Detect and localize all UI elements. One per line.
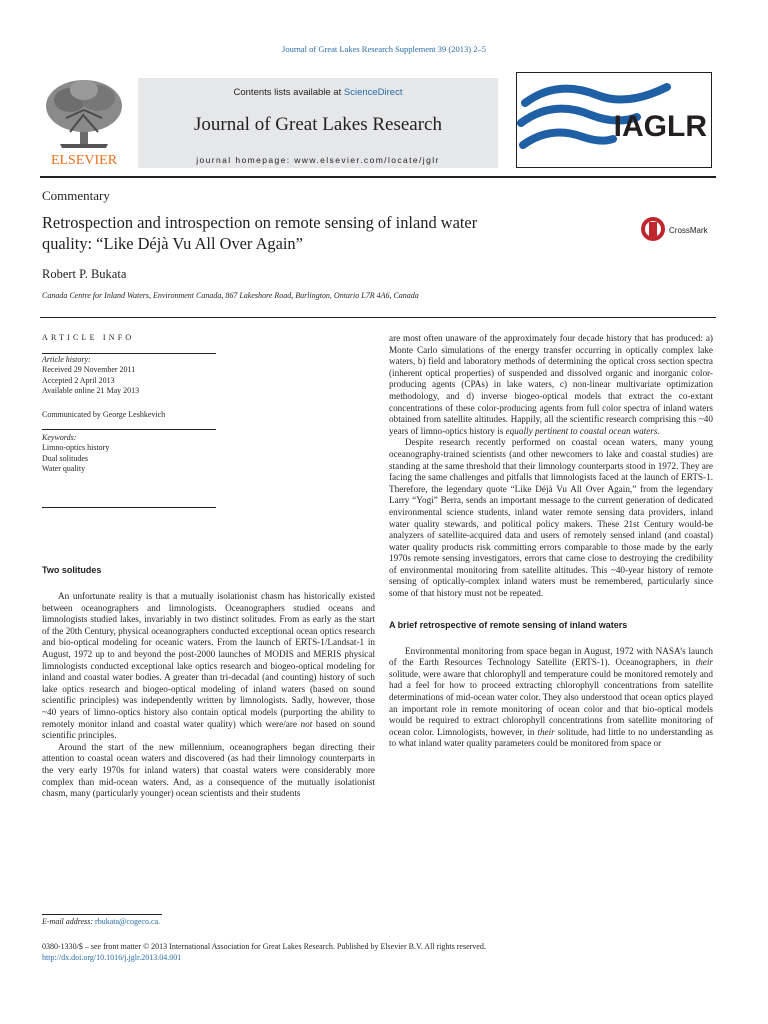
paragraph: are most often unaware of the approximately four decade history that has produced: a) Monte Carlo simulations of the energy transfer occurring in optically complex lake waters, b) field and laboratory methods of determining the optical cross section spectra (inherent optical properties) of suspended and dissolved organic and inorganic color-producing agents (CPAs) in lake waters, c) non-linear multivariate optimization methodology, and d) inverse biogeo-optical models that extract the co-extant concentrations of these color-producing agents from full color spectra of inland waters obtained from satellite altitudes. Happily, all the scientific research comprising this ~40 years of limno-optics history is equally pertinent to coastal ocean waters. xyxy=(389,333,713,436)
paragraph: Environmental monitoring from space began in August, 1972 with NASA’s launch of the Earth Resources Technology Satellite (ERTS-1). Oceanographers, in their solitude, were aware that chlorophyll and temperature could be monitored remotely and had a feel for how to proceed extracting chlorophyll concentrations from satellite determinations of mid-ocean water color. They also understood that ocean optics played an important role in remote monitoring of ocean color and that bio-optical models would be required to extract chlorophyll concentrations from satellite monitoring of ocean color. Limnologists, however, in their solitude, had little to no understanding as to what inland water quality parameters could be monitored from space or xyxy=(389,645,713,749)
crossmark-label: CrossMark xyxy=(669,226,708,235)
keywords-end-rule xyxy=(42,507,216,508)
history-received: Received 29 November 2011 xyxy=(42,365,136,375)
article-history xyxy=(42,355,222,397)
header-rule xyxy=(40,176,716,178)
copyright-line: 0380-1330/$ – see front matter © 2013 International Association for Great Lakes Research. Published by Elsevier B.V. All rights reserved. xyxy=(42,942,486,951)
journal-citation[interactable]: Journal of Great Lakes Research Supplement 39 (2013) 2–5 xyxy=(282,44,486,54)
elsevier-tree-icon xyxy=(40,74,128,168)
email-label: E-mail address: xyxy=(42,917,96,926)
journal-banner xyxy=(40,72,712,170)
communicated-by: Communicated by George Leshkevich xyxy=(42,410,166,419)
journal-title: Journal of Great Lakes Research xyxy=(194,114,442,135)
elsevier-wordmark: ELSEVIER xyxy=(50,153,118,168)
paragraph: Despite research recently performed on coastal ocean waters, many young oceanography-trained scientists (and other newcomers to lake and coastal studies) are standing at the same threshold that their limnology counterparts stood in 1972. They are facing the same challenges and pitfalls that limnologists faced at the launch of ERTS-1. Therefore, the legendary quote “Like Déjà Vu All Over Again,” from the legendary Larry “Yogi” Berra, sends an important message to the current generation of dedicated environmental science students, inland water remote sensing data providers, inland water quality stewards, and political policy makers. These 21st Century would-be analyzers of satellite-acquired data and users of remotely sensed inland (and coastal) water quality products risk committing errors comparable to those made by the early 1970s remote sensing investigators, errors that came close to destroying the credibility of environmental monitoring from satellite altitudes. This ~40-year history of remote sensing of optically-complex inland waters must be remembered, particularly since some of that history must not be repeated. xyxy=(389,437,713,599)
iaglr-logo xyxy=(516,72,712,168)
article-title-line-2: quality: “Like Déjà Vu All Over Again” xyxy=(42,234,303,253)
iaglr-wordmark: IAGLR xyxy=(613,110,707,143)
contents-availability xyxy=(138,87,498,98)
keyword-item: Dual solitudes xyxy=(42,453,88,463)
footnote-email xyxy=(42,917,160,926)
article-type: Commentary xyxy=(42,188,110,203)
right-column-body xyxy=(389,333,713,750)
keywords-block xyxy=(42,433,222,475)
elsevier-logo xyxy=(40,74,128,168)
article-title xyxy=(42,212,602,254)
keyword-item: Limno-optics history xyxy=(42,443,110,453)
keywords-label: Keywords: xyxy=(42,433,77,442)
doi-link[interactable]: http://dx.doi.org/10.1016/j.jglr.2013.04.001 xyxy=(42,953,182,962)
journal-masthead xyxy=(138,78,498,168)
keywords-rule xyxy=(42,429,216,430)
author-name: Robert P. Bukata xyxy=(42,267,127,281)
keyword-item: Water quality xyxy=(42,464,86,474)
history-accepted: Accepted 2 April 2013 xyxy=(42,375,115,385)
section-heading-two-solitudes: Two solitudes xyxy=(42,565,102,575)
info-rule xyxy=(40,317,716,318)
paragraph: An unfortunate reality is that a mutually isolationist chasm has historically existed between oceanographers and limnologists. Oceanographers studied oceans and limnologists studied lakes, invariably in two distinct solitudes. From as early as the start of the 20th Century, physical oceanographers conducted exceptional ocean optics research and bio-optical modeling for oceanic waters. From the launch of ERTS-1/Landsat-1 in August, 1972 up to and beyond the post-2000 launches of MODIS and MERIS physical limnologists conducted exceptional lake optics research and biogeo-optical modeling for inland and coastal water bodies. A greater than tri-decadal (and counting) history of such lake optics research and biogeo-optical modeling of inland waters (based on sound scientific principles) was independently written by limnologists. Sadly, however, those ~40 years of limno-optics history also contain optical models (purporting the ability to remotely monitor inland and coastal water quality) which were/are not based on sound scientific principles. xyxy=(42,591,375,741)
copyright-block xyxy=(42,941,486,963)
history-label: Article history: xyxy=(42,355,91,364)
sciencedirect-link[interactable]: ScienceDirect xyxy=(343,87,403,98)
article-info-heading: ARTICLE INFO xyxy=(42,333,135,342)
crossmark-icon xyxy=(640,214,720,244)
contents-prefix: Contents lists available at xyxy=(233,87,344,98)
iaglr-waves-icon xyxy=(517,73,711,167)
article-title-line-1: Retrospection and introspection on remote sensing of inland water xyxy=(42,213,478,232)
footnote-rule xyxy=(42,914,162,915)
history-online: Available online 21 May 2013 xyxy=(42,386,140,396)
left-column-body xyxy=(42,591,375,800)
journal-homepage[interactable]: journal homepage: www.elsevier.com/locate/jglr xyxy=(196,155,440,165)
author-affiliation: Canada Centre for Inland Waters, Environment Canada, 867 Lakeshore Road, Burlington, Ontario L7R 4A6, Canada xyxy=(42,291,419,300)
paragraph: Around the start of the new millennium, oceanographers began directing their attention to coastal ocean waters and discovered (as had their limnology counterparts in the very early 1970s for inland waters) that coastal waters were considerably more complex than mid-ocean waters. And, as a consequence of the mutually isolationist chasm, many (particularly younger) ocean scientists and their students xyxy=(42,741,375,799)
crossmark-badge[interactable] xyxy=(640,214,720,244)
email-link[interactable]: rbukata@cogeco.ca. xyxy=(95,917,161,926)
article-info-rule xyxy=(42,353,216,354)
section-heading-retrospective: A brief retrospective of remote sensing of inland waters xyxy=(389,619,628,630)
